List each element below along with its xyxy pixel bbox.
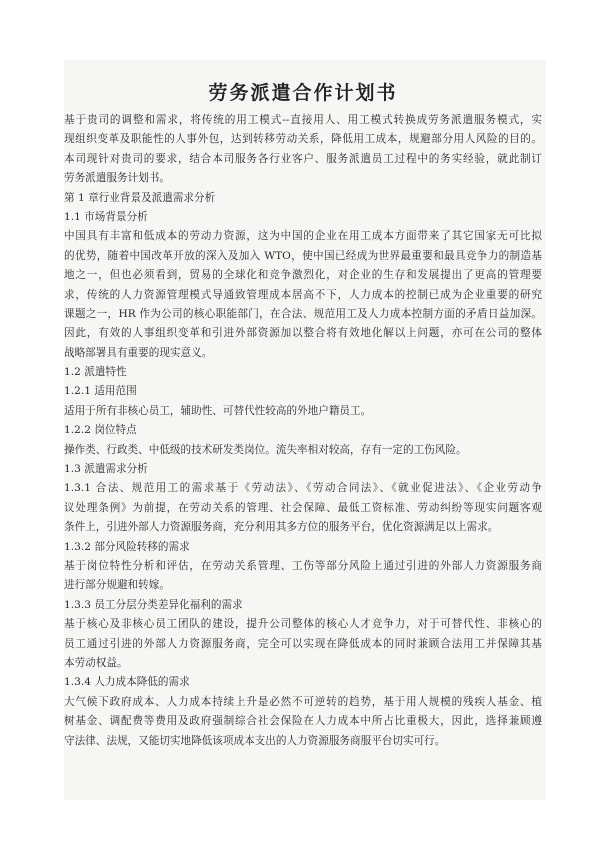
document-line: 守法律、法规，又能切实地降低该项成本支出的人力资源服务商服平台切实可行。: [64, 734, 446, 747]
document-line: 1.2.2 岗位特点: [64, 424, 137, 437]
document-line: 地之一，但也必须看到，贸易的全球化和竞争激烈化，对企业的生存和发展提出了更高的管理要: [64, 269, 542, 282]
document-line: 基于核心及非核心员工团队的建设，提升公司整体的核心人才竞争力，对于可替代性、非核心的: [64, 618, 542, 631]
document-line: 第 1 章行业背景及派遣需求分析: [64, 191, 216, 204]
document-body: [64, 111, 542, 751]
document-line: 课题之一，HR 作为公司的核心职能部门，在合法、规范用工及人力成本控制方面的矛盾日益加深。: [64, 307, 542, 320]
document-line: 1.1 市场背景分析: [64, 210, 148, 223]
document-line: 基于岗位特性分析和评估，在劳动关系管理、工伤等部分风险上通过引进的外部人力资源服务商: [64, 559, 542, 572]
document-line: 求，传统的人力资源管理模式导通致管理成本居高不下，人力成本的控制已成为企业重要的研究: [64, 288, 542, 301]
document-line: 现组织变革及职能性的人事外包，达到转移劳动关系，降低用工成本，规避部分用人风险的目的。: [64, 133, 542, 146]
document-line: 1.3.3 员工分层分类差异化福利的需求: [64, 598, 243, 611]
document-line: 基于贵司的调整和需求，将传统的用工模式--直接用人、用工模式转换成劳务派遣服务模式，实: [64, 114, 542, 126]
document-line: 适用于所有非核心员工，辅助性、可替代性较高的外地户籍员工。: [64, 404, 372, 417]
document-line: 1.3.2 部分风险转移的需求: [64, 540, 190, 553]
document-line: 战略部署具有重要的现实意义。: [64, 346, 213, 359]
document-line: 劳务派遣服务计划书。: [64, 172, 170, 185]
document-line: 中国具有丰富和低成本的劳动力资源，这为中国的企业在用工成本方面带来了其它国家无可比拟: [64, 230, 542, 243]
document-line: 1.2.1 适用范围: [64, 385, 137, 398]
document-line: 本劳动权益。: [64, 656, 128, 669]
document-line: 进行部分规避和转嫁。: [64, 579, 170, 592]
document-line: 树基金、调配费等费用及政府强制综合社会保险在人力成本中所占比重极大，因此，选择兼顾遵: [64, 715, 542, 728]
document-line: 员工通过引进的外部人力资源服务商，完全可以实现在降低成本的同时兼顾合法用工并保障其基: [64, 637, 542, 650]
document-line: 大气候下政府成本、人力成本持续上升是必然不可逆转的趋势，基于用人规模的残疾人基金、植: [64, 695, 542, 708]
document-line: 因此，有效的人事组织变革和引进外部资源加以整合将有效地化解以上问题，亦可在公司的整体: [64, 327, 542, 340]
document-line: 的优势，随着中国改革开放的深入及加入 WTO，使中国已经成为世界最重要和最具竞争力的制造基: [64, 249, 542, 262]
document-line: 本司现针对贵司的要求，结合本司服务各行业客户、服务派遣员工过程中的务实经验，就此制订: [64, 152, 542, 165]
document-line: 1.3 派遣需求分析: [64, 463, 148, 476]
document-line: 条件上，引进外部人力资源服务商，充分利用其多方位的服务平台，优化资源满足以上需求。: [64, 521, 499, 534]
document-title: 劳务派遣合作计划书: [208, 82, 398, 104]
document-line: 操作类、行政类、中低级的技术研发类岗位。流失率相对较高，存有一定的工伤风险。: [64, 443, 467, 456]
document-line: 1.2 派遣特性: [64, 366, 127, 379]
document-line: 1.3.4 人力成本降低的需求: [64, 676, 190, 689]
document-line: 议处理条例》为前提，在劳动关系的管理、社会保障、最低工资标准、劳动纠纷等现实问题客观: [64, 501, 542, 514]
document-content: [64, 78, 542, 751]
document-line: 1.3.1 合法、规范用工的需求基于《劳动法》、《劳动合同法》、《就业促进法》、《企业劳动争: [64, 482, 542, 495]
